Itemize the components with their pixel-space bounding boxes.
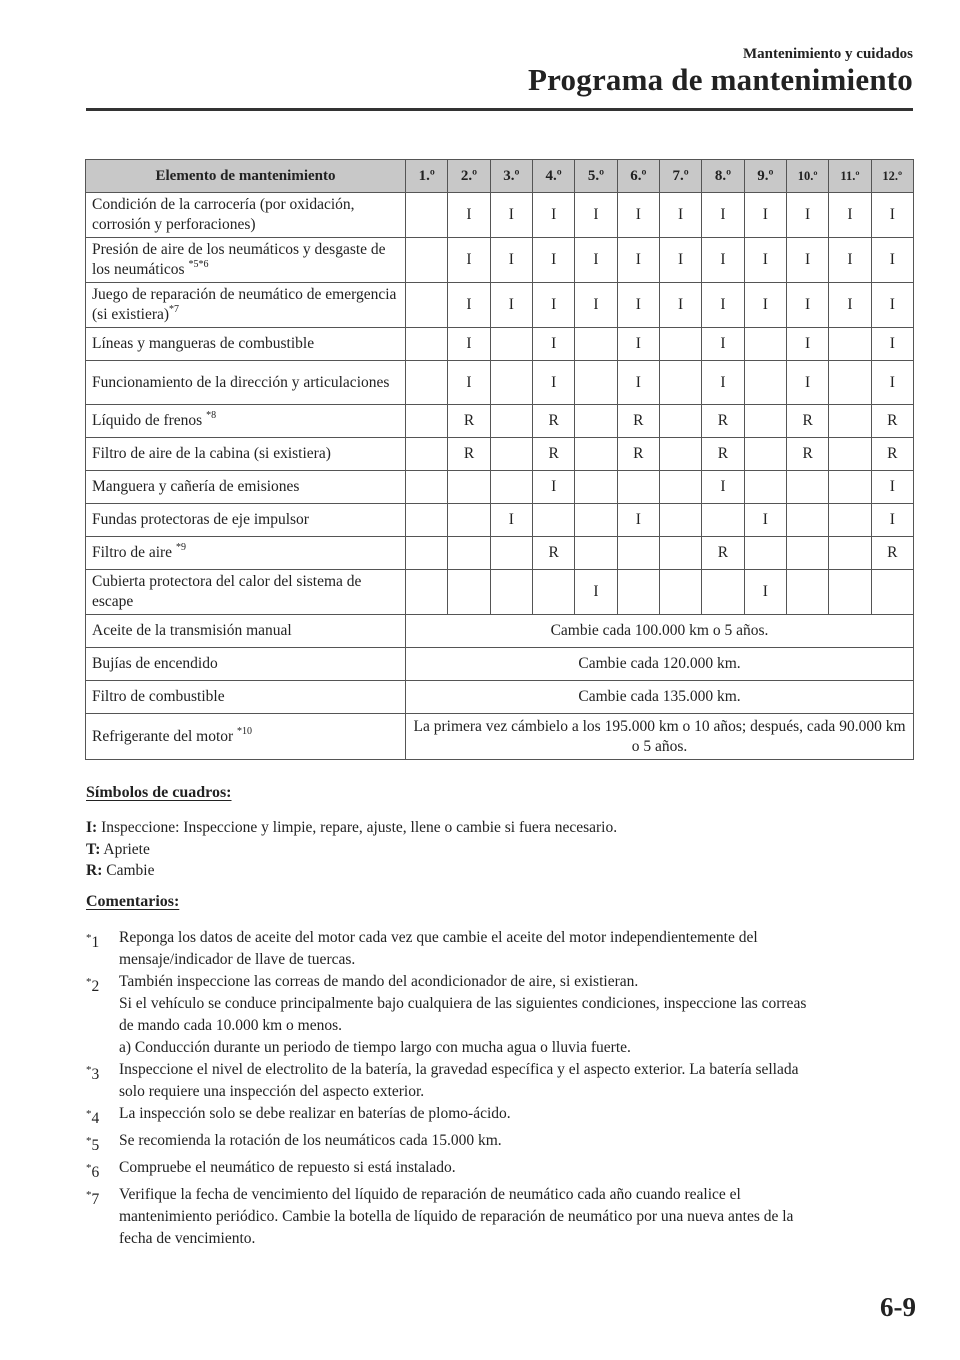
- interval-cell: I: [532, 283, 574, 328]
- item-cell: [86, 537, 406, 570]
- section-label: Mantenimiento y cuidados: [742, 46, 913, 62]
- note-line: Si el vehículo se conduce principalmente bajo cualquiera de las siguientes condiciones, inspeccione las correas: [119, 995, 807, 1012]
- interval-cell: I: [532, 193, 574, 238]
- title-rule: [86, 108, 913, 111]
- interval-cell: [659, 504, 701, 537]
- interval-cell: I: [659, 193, 701, 238]
- interval-cell: R: [702, 438, 744, 471]
- note-body: [119, 1059, 916, 1103]
- interval-header: 9.º: [744, 160, 786, 193]
- item-cell: [86, 283, 406, 328]
- table-row: [86, 328, 914, 361]
- item-cell: [86, 681, 406, 714]
- table-row: [86, 537, 914, 570]
- interval-cell: R: [617, 405, 659, 438]
- interval-cell: [829, 438, 871, 471]
- interval-header: 3.º: [490, 160, 532, 193]
- interval-cell: I: [532, 328, 574, 361]
- item-label: Juego de reparación de neumático de emergencia (si existiera): [92, 286, 397, 323]
- item-cell: [86, 238, 406, 283]
- interval-cell: [575, 537, 617, 570]
- page-number: 6-9: [880, 1292, 916, 1322]
- note-item: [86, 1130, 916, 1157]
- maintenance-table: [85, 159, 914, 760]
- interval-cell: I: [829, 283, 871, 328]
- interval-cell: I: [744, 238, 786, 283]
- interval-cell: I: [617, 328, 659, 361]
- item-label: Líneas y mangueras de combustible: [92, 335, 315, 352]
- item-label: Líquido de frenos: [92, 412, 207, 429]
- interval-cell: I: [786, 283, 828, 328]
- note-number: 4: [91, 1110, 100, 1127]
- interval-cell: I: [532, 238, 574, 283]
- interval-cell: [406, 405, 448, 438]
- asterisk-icon: *: [86, 1189, 92, 1201]
- legend-symbol: T:: [86, 840, 101, 858]
- interval-cell: [406, 537, 448, 570]
- table-row: [86, 471, 914, 504]
- interval-cell: [448, 471, 490, 504]
- interval-cell: I: [617, 283, 659, 328]
- item-label: Filtro de combustible: [92, 688, 225, 705]
- note-marker: [86, 1184, 119, 1250]
- interval-cell: I: [448, 193, 490, 238]
- note-item: [86, 1157, 916, 1184]
- item-label: Bujías de encendido: [92, 655, 218, 672]
- interval-cell: [448, 504, 490, 537]
- note-marker: [86, 1130, 119, 1157]
- interval-span-cell: La primera vez cámbielo a los 195.000 km o 10 años; después, cada 90.000 km o 5 años.: [406, 714, 914, 760]
- interval-cell: [575, 438, 617, 471]
- interval-cell: I: [871, 504, 913, 537]
- legend-symbol: I:: [86, 819, 98, 836]
- note-marker: [86, 1103, 119, 1130]
- interval-cell: [659, 361, 701, 405]
- footnote-ref: *7: [169, 304, 180, 315]
- table-row: [86, 714, 914, 760]
- note-line: a) Conducción durante un periodo de tiempo largo con mucha agua o lluvia fuerte.: [119, 1039, 631, 1056]
- interval-cell: I: [490, 283, 532, 328]
- interval-cell: R: [871, 537, 913, 570]
- interval-cell: I: [490, 504, 532, 537]
- legend-item: [86, 860, 617, 882]
- footnote-ref: *8: [206, 410, 217, 421]
- note-marker: [86, 971, 119, 1059]
- interval-header: 6.º: [617, 160, 659, 193]
- interval-cell: [829, 570, 871, 615]
- interval-cell: I: [575, 283, 617, 328]
- note-item: [86, 1103, 916, 1130]
- interval-cell: [786, 570, 828, 615]
- interval-cell: I: [871, 471, 913, 504]
- table-row: [86, 238, 914, 283]
- note-number: 7: [91, 1191, 100, 1208]
- item-column-header: Elemento de mantenimiento: [86, 160, 406, 193]
- interval-header: 8.º: [702, 160, 744, 193]
- interval-cell: [406, 570, 448, 615]
- item-cell: [86, 570, 406, 615]
- item-label: Funcionamiento de la dirección y articulaciones: [92, 373, 390, 391]
- item-label: Cubierta protectora del calor del sistema de escape: [92, 573, 362, 610]
- interval-header: 2.º: [448, 160, 490, 193]
- interval-cell: I: [575, 193, 617, 238]
- table-body: [86, 193, 914, 760]
- table-row: [86, 570, 914, 615]
- note-line: Inspeccione el nivel de electrolito de la batería, la gravedad específica y el aspecto exterior. La batería sellada: [119, 1061, 799, 1078]
- interval-cell: [575, 361, 617, 405]
- interval-cell: I: [702, 238, 744, 283]
- footnote-ref: *5*6: [188, 259, 209, 270]
- interval-cell: [490, 471, 532, 504]
- interval-cell: [490, 328, 532, 361]
- interval-cell: [786, 537, 828, 570]
- interval-cell: I: [532, 361, 574, 405]
- interval-cell: R: [617, 438, 659, 471]
- interval-cell: R: [448, 438, 490, 471]
- interval-cell: I: [786, 361, 828, 405]
- note-line: solo requiere una inspección del aspecto exterior.: [119, 1083, 425, 1100]
- interval-cell: I: [575, 570, 617, 615]
- asterisk-icon: *: [86, 1162, 92, 1174]
- asterisk-icon: *: [86, 976, 92, 988]
- interval-cell: [786, 504, 828, 537]
- interval-cell: [532, 504, 574, 537]
- note-item: [86, 1184, 916, 1250]
- interval-cell: [406, 438, 448, 471]
- interval-cell: R: [532, 438, 574, 471]
- note-line: Reponga los datos de aceite del motor cada vez que cambie el aceite del motor independientemente del: [119, 929, 758, 946]
- table-row: [86, 648, 914, 681]
- interval-cell: [659, 438, 701, 471]
- item-label: Aceite de la transmisión manual: [92, 622, 292, 639]
- interval-cell: [829, 405, 871, 438]
- interval-cell: [406, 471, 448, 504]
- note-marker: [86, 1157, 119, 1184]
- interval-cell: [575, 504, 617, 537]
- note-line: Compruebe el neumático de repuesto si está instalado.: [119, 1159, 456, 1176]
- note-item: [86, 971, 916, 1059]
- interval-header: 7.º: [659, 160, 701, 193]
- interval-cell: I: [448, 361, 490, 405]
- interval-cell: [406, 193, 448, 238]
- note-body: [119, 1184, 916, 1250]
- interval-cell: I: [744, 283, 786, 328]
- item-cell: [86, 471, 406, 504]
- interval-cell: [702, 570, 744, 615]
- interval-cell: I: [532, 471, 574, 504]
- legend-text: Inspeccione: Inspeccione y limpie, repare, ajuste, llene o cambie si fuera necesario.: [97, 819, 618, 836]
- legend-item: [86, 817, 617, 839]
- interval-cell: [744, 438, 786, 471]
- legend-text: Apriete: [100, 840, 150, 858]
- interval-cell: R: [448, 405, 490, 438]
- interval-cell: [786, 471, 828, 504]
- table-row: [86, 504, 914, 537]
- comments-notes: [86, 927, 916, 1250]
- interval-cell: [406, 238, 448, 283]
- interval-cell: I: [871, 193, 913, 238]
- interval-cell: I: [617, 504, 659, 537]
- item-label: Manguera y cañería de emisiones: [92, 478, 300, 495]
- asterisk-icon: *: [86, 1064, 92, 1076]
- interval-cell: [829, 504, 871, 537]
- interval-cell: I: [871, 283, 913, 328]
- item-cell: [86, 193, 406, 238]
- item-label: Filtro de aire: [92, 544, 176, 561]
- legend-item: [86, 839, 617, 861]
- interval-cell: I: [786, 328, 828, 361]
- item-cell: [86, 405, 406, 438]
- interval-header: 1.º: [406, 160, 448, 193]
- interval-cell: [871, 570, 913, 615]
- note-body: [119, 927, 916, 971]
- interval-header: 11.º: [829, 160, 871, 193]
- interval-cell: I: [871, 361, 913, 405]
- interval-cell: [617, 471, 659, 504]
- interval-cell: I: [702, 328, 744, 361]
- footnote-ref: *10: [237, 725, 253, 737]
- note-number: 3: [91, 1066, 100, 1083]
- interval-cell: I: [490, 238, 532, 283]
- table-row: [86, 681, 914, 714]
- note-line: También inspeccione las correas de mando del acondicionador de aire, si existieran.: [119, 973, 639, 990]
- interval-cell: I: [702, 283, 744, 328]
- note-line: fecha de vencimiento.: [119, 1230, 256, 1247]
- legend-symbol: R:: [86, 862, 103, 879]
- note-marker: [86, 1059, 119, 1103]
- item-label: Fundas protectoras de eje impulsor: [92, 511, 309, 528]
- interval-header: 5.º: [575, 160, 617, 193]
- interval-cell: [744, 361, 786, 405]
- item-cell: [86, 438, 406, 471]
- note-marker: [86, 927, 119, 971]
- note-line: La inspección solo se debe realizar en baterías de plomo-ácido.: [119, 1105, 511, 1122]
- interval-cell: [829, 537, 871, 570]
- asterisk-icon: *: [86, 932, 92, 944]
- item-cell: [86, 328, 406, 361]
- note-number: 6: [91, 1164, 100, 1181]
- interval-cell: I: [702, 193, 744, 238]
- interval-cell: [829, 361, 871, 405]
- interval-cell: I: [575, 238, 617, 283]
- interval-cell: I: [448, 283, 490, 328]
- asterisk-icon: *: [86, 1135, 92, 1147]
- interval-cell: [490, 405, 532, 438]
- item-label: Refrigerante del motor: [92, 727, 238, 745]
- note-line: Se recomienda la rotación de los neumáticos cada 15.000 km.: [119, 1132, 502, 1149]
- page-title: Programa de mantenimiento: [528, 62, 913, 97]
- note-body: [119, 971, 916, 1059]
- item-cell: [86, 504, 406, 537]
- interval-span-cell: Cambie cada 120.000 km.: [406, 648, 914, 681]
- table-row: [86, 193, 914, 238]
- interval-cell: [406, 328, 448, 361]
- interval-cell: R: [702, 405, 744, 438]
- note-body: [119, 1103, 916, 1130]
- item-cell: [86, 714, 406, 760]
- interval-cell: R: [871, 405, 913, 438]
- interval-cell: I: [702, 471, 744, 504]
- interval-cell: I: [744, 193, 786, 238]
- interval-cell: [406, 504, 448, 537]
- asterisk-icon: *: [86, 1108, 92, 1120]
- interval-cell: [406, 361, 448, 405]
- interval-cell: [659, 471, 701, 504]
- interval-cell: I: [659, 238, 701, 283]
- interval-span-cell: Cambie cada 135.000 km.: [406, 681, 914, 714]
- interval-cell: [744, 537, 786, 570]
- interval-header: 10.º: [786, 160, 828, 193]
- item-label: Presión de aire de los neumáticos y desgaste de los neumáticos: [92, 241, 386, 278]
- interval-cell: [659, 537, 701, 570]
- interval-cell: [448, 537, 490, 570]
- interval-cell: [659, 405, 701, 438]
- comments-title: Comentarios:: [86, 893, 180, 910]
- table-row: [86, 615, 914, 648]
- interval-cell: [490, 438, 532, 471]
- table-header-row: [86, 160, 914, 193]
- interval-cell: [575, 328, 617, 361]
- note-body: [119, 1157, 916, 1184]
- interval-cell: R: [786, 405, 828, 438]
- interval-cell: I: [829, 238, 871, 283]
- interval-cell: [490, 570, 532, 615]
- interval-cell: I: [448, 328, 490, 361]
- item-cell: [86, 648, 406, 681]
- note-number: 2: [91, 978, 100, 995]
- interval-cell: R: [532, 537, 574, 570]
- interval-cell: [406, 283, 448, 328]
- note-item: [86, 927, 916, 971]
- interval-cell: [617, 537, 659, 570]
- interval-cell: [744, 471, 786, 504]
- interval-cell: I: [702, 361, 744, 405]
- interval-cell: I: [617, 193, 659, 238]
- note-line: de mando cada 10.000 km o menos.: [119, 1017, 342, 1034]
- interval-cell: I: [786, 238, 828, 283]
- interval-cell: I: [744, 504, 786, 537]
- interval-span-cell: Cambie cada 100.000 km o 5 años.: [406, 615, 914, 648]
- interval-cell: I: [744, 570, 786, 615]
- note-line: mantenimiento periódico. Cambie la botella de líquido de reparación de neumático por una nueva antes de la: [119, 1208, 794, 1225]
- interval-cell: [659, 328, 701, 361]
- interval-cell: R: [786, 438, 828, 471]
- interval-cell: [575, 471, 617, 504]
- interval-cell: I: [786, 193, 828, 238]
- table-row: [86, 438, 914, 471]
- interval-header: 4.º: [532, 160, 574, 193]
- note-number: 5: [91, 1137, 100, 1154]
- note-item: [86, 1059, 916, 1103]
- interval-cell: [617, 570, 659, 615]
- interval-cell: I: [659, 283, 701, 328]
- table-row: [86, 361, 914, 405]
- interval-cell: I: [617, 361, 659, 405]
- interval-cell: I: [871, 238, 913, 283]
- interval-cell: [829, 471, 871, 504]
- interval-cell: [659, 570, 701, 615]
- interval-header: 12.º: [871, 160, 913, 193]
- item-label: Condición de la carrocería (por oxidación, corrosión y perforaciones): [92, 196, 355, 233]
- interval-cell: R: [702, 537, 744, 570]
- interval-cell: [532, 570, 574, 615]
- interval-cell: [744, 405, 786, 438]
- note-number: 1: [91, 934, 100, 951]
- item-label: Filtro de aire de la cabina (si existiera): [92, 445, 331, 462]
- note-body: [119, 1130, 916, 1157]
- legend: [86, 817, 617, 882]
- item-cell: [86, 361, 406, 405]
- interval-cell: [448, 570, 490, 615]
- legend-title: Símbolos de cuadros:: [86, 784, 232, 801]
- note-line: mensaje/indicador de llave de tuercas.: [119, 951, 356, 968]
- interval-cell: I: [490, 193, 532, 238]
- interval-cell: [829, 328, 871, 361]
- interval-cell: [490, 537, 532, 570]
- note-line: Verifique la fecha de vencimiento del líquido de reparación de neumático cada año cuando realice el: [119, 1186, 741, 1203]
- interval-cell: I: [617, 238, 659, 283]
- interval-cell: I: [871, 328, 913, 361]
- table-row: [86, 405, 914, 438]
- interval-cell: [702, 504, 744, 537]
- interval-cell: R: [871, 438, 913, 471]
- interval-cell: [575, 405, 617, 438]
- item-cell: [86, 615, 406, 648]
- interval-cell: [490, 361, 532, 405]
- footnote-ref: *9: [175, 542, 186, 553]
- table-row: [86, 283, 914, 328]
- interval-cell: [744, 328, 786, 361]
- legend-text: Cambie: [102, 862, 155, 879]
- interval-cell: R: [532, 405, 574, 438]
- interval-cell: I: [448, 238, 490, 283]
- interval-cell: I: [829, 193, 871, 238]
